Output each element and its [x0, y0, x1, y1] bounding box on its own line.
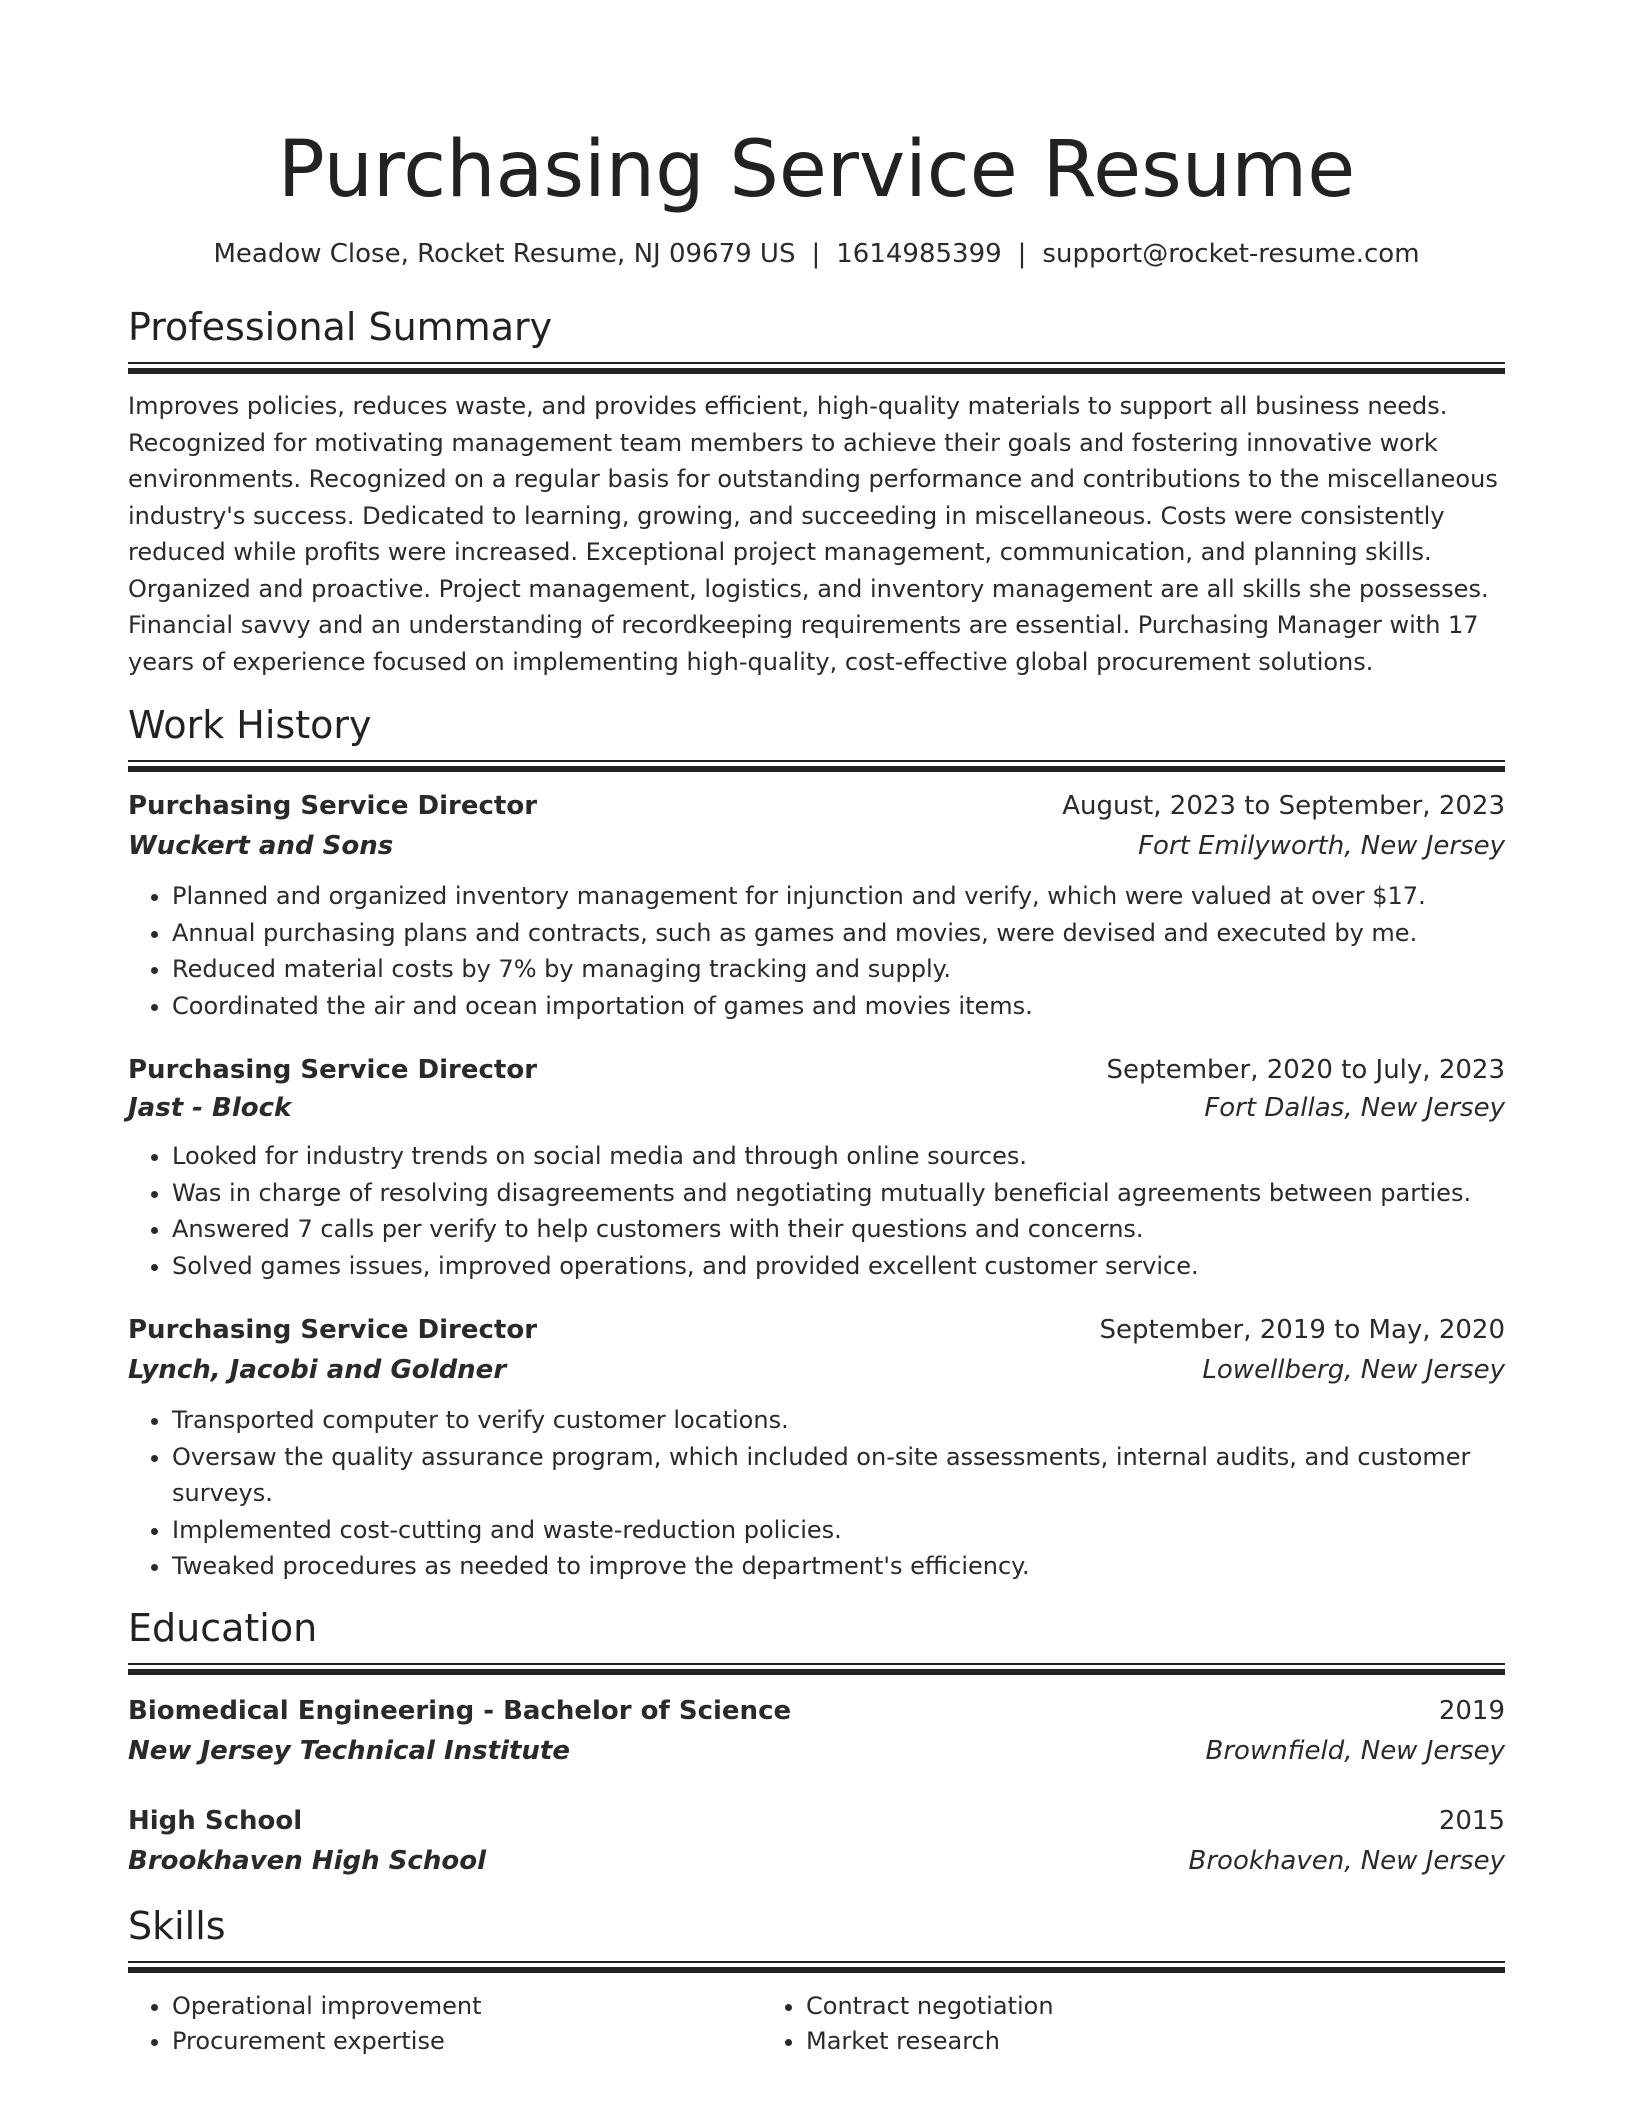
list-item: • Operational improvement [172, 1989, 762, 2024]
section-heading-skills: Skills [128, 1903, 226, 1948]
contact-phone: 1614985399 [836, 239, 1002, 269]
education-year: 2019 [1438, 1695, 1505, 1726]
list-item: • Contract negotiation [806, 1989, 1396, 2024]
education-entry [128, 1691, 1505, 1771]
job-entry [128, 1050, 1505, 1284]
list-item: • Planned and organized inventory management for injunction and verify, which were valued at over $17. [172, 878, 1505, 915]
section-divider [128, 1961, 1505, 1973]
list-item: • Procurement expertise [172, 2024, 762, 2059]
job-company: Wuckert and Sons [128, 831, 394, 861]
job-dates: September, 2019 to May, 2020 [1099, 1315, 1505, 1345]
list-item: • Transported computer to verify customer locations. [172, 1402, 1505, 1439]
list-item: • Oversaw the quality assurance program, which included on-site assessments, internal audits, and customer surveys. [172, 1439, 1505, 1512]
skills-list-right [762, 1989, 1396, 2059]
list-item: • Reduced material costs by 7% by managing tracking and supply. [172, 951, 1505, 988]
summary-section [128, 304, 1505, 680]
list-item: • Was in charge of resolving disagreements and negotiating mutually beneficial agreements between parties. [172, 1175, 1505, 1212]
section-heading-summary: Professional Summary [128, 305, 553, 349]
job-bullets [128, 878, 1505, 1024]
resume-page [128, 0, 1505, 2059]
job-entry [128, 786, 1505, 1024]
contact-email: support@rocket-resume.com [1042, 239, 1420, 269]
job-location: Lowellberg, New Jersey [1202, 1355, 1505, 1385]
contact-separator: | [811, 239, 821, 269]
contact-line [128, 238, 1505, 270]
list-item: • Implemented cost-cutting and waste-reduction policies. [172, 1512, 1505, 1549]
education-location: Brookhaven, New Jersey [1188, 1845, 1505, 1876]
job-location: Fort Emilyworth, New Jersey [1138, 831, 1505, 861]
section-divider [128, 760, 1505, 772]
skills-section [128, 1903, 1505, 2059]
education-entry [128, 1801, 1505, 1881]
list-item: • Looked for industry trends on social media and through online sources. [172, 1138, 1505, 1175]
contact-address: Meadow Close, Rocket Resume, NJ 09679 US [213, 239, 796, 269]
education-degree: Biomedical Engineering - Bachelor of Science [128, 1695, 792, 1726]
job-location: Fort Dallas, New Jersey [1204, 1093, 1505, 1123]
job-bullets [128, 1402, 1505, 1585]
job-company: Lynch, Jacobi and Goldner [128, 1355, 507, 1385]
education-year: 2015 [1438, 1805, 1505, 1836]
section-divider [128, 1663, 1505, 1675]
resume-title: Purchasing Service Resume [277, 125, 1356, 215]
list-item: • Answered 7 calls per verify to help customers with their questions and concerns. [172, 1211, 1505, 1248]
list-item: • Annual purchasing plans and contracts, such as games and movies, were devised and executed by me. [172, 915, 1505, 952]
section-heading-education: Education [128, 1605, 318, 1650]
job-bullets [128, 1138, 1505, 1284]
job-company: Jast - Block [128, 1093, 292, 1123]
job-title: Purchasing Service Director [128, 791, 538, 821]
section-divider [128, 362, 1505, 374]
job-title: Purchasing Service Director [128, 1055, 538, 1085]
education-location: Brownfield, New Jersey [1205, 1735, 1505, 1766]
job-title: Purchasing Service Director [128, 1315, 538, 1345]
skills-list-left [128, 1989, 762, 2059]
work-history-section [128, 702, 1505, 1585]
list-item: • Market research [806, 2024, 1396, 2059]
job-dates: August, 2023 to September, 2023 [1062, 791, 1505, 821]
summary-text: Improves policies, reduces waste, and provides efficient, high-quality materials to support all business needs. Recognized for motivating management team members to achieve their goals and fostering innovative work environments. Recognized on a regular basis for outstanding performance and contributions to the miscellaneous industry's success. Dedicated to learning, growing, and succeeding in miscellaneous. Costs were consistently reduced while profits were increased. Exceptional project management, communication, and planning skills. Organized and proactive. Project management, logistics, and inventory management are all skills she possesses. Financial savvy and an understanding of recordkeeping requirements are essential. Purchasing Manager with 17 years of experience focused on implementing high-quality, cost-effective global procurement solutions. [128, 392, 1498, 676]
job-entry [128, 1310, 1505, 1585]
list-item: • Coordinated the air and ocean importation of games and movies items. [172, 988, 1505, 1025]
job-dates: September, 2020 to July, 2023 [1106, 1055, 1505, 1085]
list-item: • Solved games issues, improved operations, and provided excellent customer service. [172, 1248, 1505, 1285]
section-heading-work: Work History [128, 703, 372, 747]
contact-separator: | [1017, 239, 1027, 269]
education-degree: High School [128, 1805, 303, 1836]
education-school: Brookhaven High School [128, 1845, 486, 1876]
skills-columns [128, 1989, 1505, 2059]
education-section [128, 1605, 1505, 1881]
education-school: New Jersey Technical Institute [128, 1735, 570, 1766]
list-item: • Tweaked procedures as needed to improve the department's efficiency. [172, 1548, 1505, 1585]
